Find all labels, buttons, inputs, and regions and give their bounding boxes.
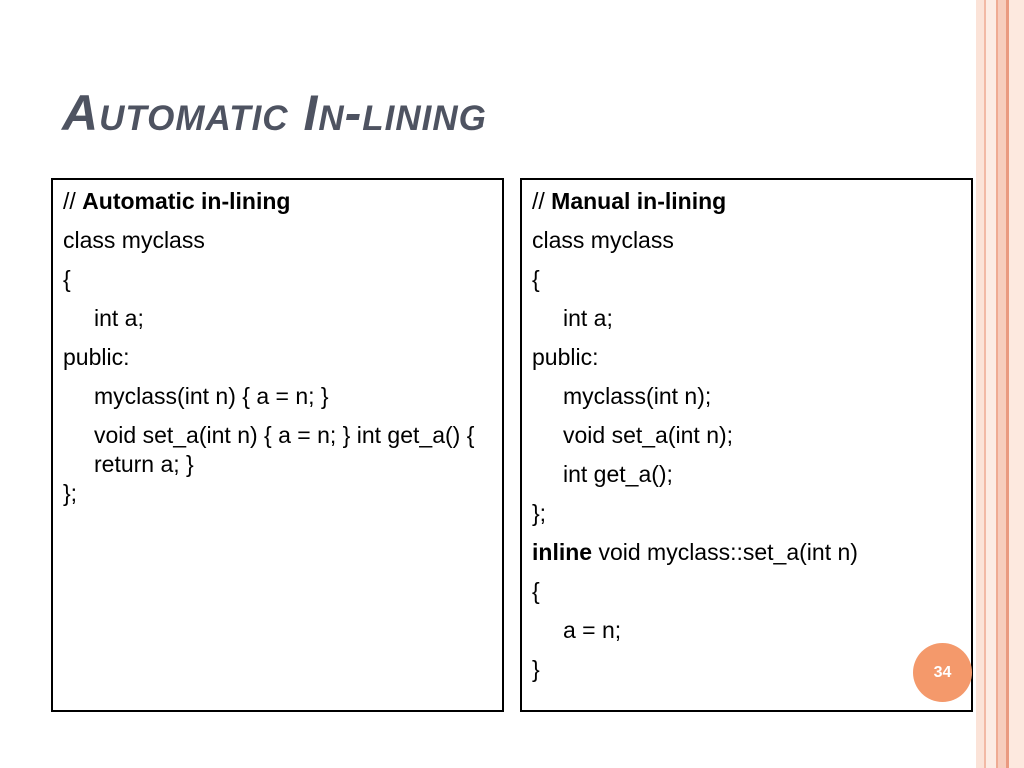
inline-keyword: inline — [532, 539, 593, 565]
slide-title: Automatic In-lining — [62, 85, 487, 141]
stripe — [1009, 0, 1024, 768]
manual-inlining-code-box — [520, 178, 973, 712]
comment-prefix: // — [63, 188, 76, 214]
code-line: a = n; — [563, 617, 622, 643]
page-number-badge: 34 — [913, 643, 972, 702]
code-line: myclass(int n) { a = n; } — [94, 383, 329, 409]
code-line: int a; — [563, 305, 613, 331]
code-line: public: — [63, 344, 130, 370]
code-comment-line — [532, 187, 961, 226]
code-line: void set_a(int n); — [563, 422, 734, 448]
code-line: { — [532, 578, 540, 604]
code-line: void set_a(int n) { a = n; } int get_a() { return a; } — [94, 422, 475, 477]
code-line: } — [532, 656, 540, 682]
code-line: int a; — [94, 305, 144, 331]
code-line-inline-def — [532, 538, 961, 577]
stripe — [976, 0, 984, 768]
inline-definition: void myclass::set_a(int n) — [598, 539, 858, 565]
code-line: }; — [63, 480, 78, 506]
stripe — [998, 0, 1006, 768]
stripe — [986, 0, 996, 768]
automatic-inlining-code-box — [51, 178, 504, 712]
code-line: { — [63, 266, 71, 292]
code-line: }; — [532, 500, 547, 526]
code-heading: Automatic in-lining — [82, 188, 291, 214]
code-line: public: — [532, 344, 599, 370]
code-comment-line — [63, 187, 492, 226]
code-line: int get_a(); — [563, 461, 673, 487]
code-heading: Manual in-lining — [551, 188, 727, 214]
comment-prefix: // — [532, 188, 545, 214]
code-line: class myclass — [63, 227, 205, 253]
code-line: class myclass — [532, 227, 674, 253]
code-line: myclass(int n); — [563, 383, 712, 409]
code-line: { — [532, 266, 540, 292]
decorative-stripes — [976, 0, 1024, 768]
